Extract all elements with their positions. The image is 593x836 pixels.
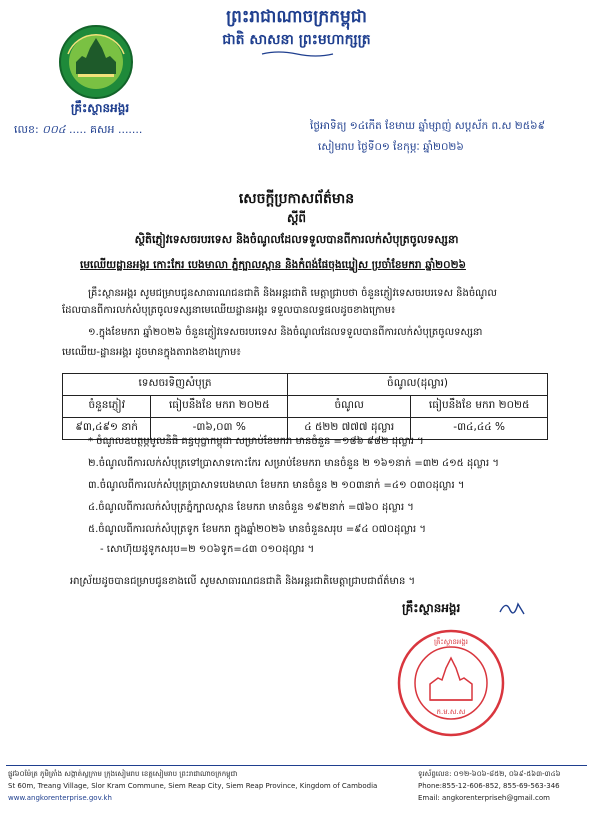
signature-icon (498, 598, 528, 618)
organization-name: គ្រឹះស្ថានអង្គរ (70, 101, 130, 115)
list-item-2: ២.ចំណូលពីការលក់សំបុត្រទៅប្រាសាទកោះកែរ សម្រាប់ខែមករា មានចំនួន ២ ១៦១នាក់ =៣២ ៤១៥ ដុល្លារ ។ (88, 458, 499, 469)
intro-line-1: គ្រឹះស្ថានអង្គរ សូមជម្រាបជូនសាធារណជនជាតិ និងអន្តរជាតិ មេត្តាជ្រាបថា ចំនួនភ្ញៀវទេសចរបរទេស និងចំណូល (88, 288, 497, 299)
list-item-fund: * ចំណូលឧបត្ថម្ភមូលនិធិ គន្ធបុប្ផាកម្ពុជា សម្រាប់ខែមករា មានចំនួន =១៨៦ ៩៨២ ដុល្លារ ។ (88, 436, 424, 447)
kingdom-heading: ព្រះរាជាណាចក្រកម្ពុជា (226, 7, 367, 27)
table-group-visitors: ទេសចរទិញសំបុត្រ (63, 374, 288, 396)
table-cell-revenue: ៤ ៥២២ ៧៧៧ ដុល្លារ (288, 418, 411, 440)
footer-phone-en: Phone:855-12-606-852, 855-69-563-346 (418, 782, 560, 790)
reference-number (14, 123, 142, 139)
list-item-3: ៣.ចំណូលពីការលក់សំបុត្រប្រាសាទបេងមាលា ខែមករា មានចំនួន ២ ១០៣នាក់ =៤១ ០៣០ដុល្លារ ។ (88, 480, 465, 491)
signer-name: គ្រឹះស្ថានអង្គរ (402, 601, 461, 615)
subject-line-2: មេឈើយដ្ឋានអង្គរ កោះកែរ បេងមាលា ភ្នំក្បាលស្ពាន និងកំពង់ផែចុងឃ្នៀស ប្រចាំខែមករា ឆ្នាំ២០២៦ (80, 259, 466, 271)
table-col-revenue: ចំណូល (288, 396, 411, 418)
angkor-enterprise-logo-icon (58, 24, 134, 100)
document-title: សេចក្តីប្រកាសព័ត៌មាន (238, 191, 355, 207)
official-stamp-icon (396, 628, 506, 738)
stamp-code: ក.ម.ស.ស (436, 708, 466, 716)
date-solar: សៀមរាប ថ្ងៃទី០១ ខែកុម្ភៈ ឆ្នាំ២០២៦ (318, 141, 464, 153)
footer-address-km: ផ្លូវ៦០ម៉ែត្រ ភូមិត្រាំង សង្កាត់ស្លក្រាម ក្រុងសៀមរាប ខេត្តសៀមរាប ព្រះរាជាណាចក្រកម្ពុជា (8, 770, 238, 778)
table-header-group-row (63, 374, 548, 396)
footer-address-en: St 60m, Treang Village, Slor Kram Commune, Siem Reap City, Siem Reap Province, Kingdom of Cambodia (8, 782, 378, 790)
table-col-revenue-compare: ធៀបនឹងខែ មករា ២០២៥ (411, 396, 548, 418)
list-item-5-sub: - សោហ៊ុយដូទូកសរុប=២ ១០៦ទូក=៤៣ ០១០ដុល្លារ ។ (100, 544, 315, 555)
table-col-visitors-compare: ធៀបនឹងខែ មករា ២០២៥ (151, 396, 288, 418)
table-col-visitors: ចំនួនភ្ញៀវ (63, 396, 151, 418)
subject-line-1: ស្ថិតិភ្ញៀវទេសចរបរទេស និងចំណូលដែលទទួលបានពីការលក់សំបុត្រចូលទស្សនា (134, 233, 459, 246)
footer-phone-km: ទូរស័ព្ទលេខ: ០១២-៦០៦-៨៥២, ០៦៩-៥៦៣-៣៤៦ (418, 770, 561, 778)
ref-label: លេខ: (14, 123, 39, 136)
motto-ornament-icon (260, 50, 335, 58)
ref-suffix: ..... គសអ ....... (69, 123, 143, 136)
footer-divider (6, 765, 587, 766)
national-motto: ជាតិ សាសនា ព្រះមហាក្សត្រ (222, 32, 371, 48)
footer-email-link[interactable]: Email: angkorenterpriseh@gmail.com (418, 794, 550, 802)
point-1-line-2: មេឈើយ-ដ្ឋានអង្គរ ដូចមានក្នុងតារាងខាងក្រោម៖ (62, 347, 241, 358)
statistics-table (62, 373, 548, 440)
ref-number-handwritten: ០០៤ (42, 123, 66, 136)
table-cell-revenue-compare: -៣៤,៤៤ % (411, 418, 548, 440)
list-item-5: ៥.ចំណូលពីការលក់សំបុត្រទូក ខែមករា ក្នុងឆ្នាំ២០២៦ មានចំនួនសរុប =៩៤ ០៧០ដុល្លារ ។ (88, 524, 426, 535)
table-group-revenue: ចំណូល(ដុល្លារ) (288, 374, 548, 396)
point-1-line-1: ១.ក្នុងខែមករា ឆ្នាំ២០២៦ ចំនួនភ្ញៀវទេសចរបរទេស និងចំណូលដែលទទួលបានពីការលក់សំបុត្រចូលទស្សនា (88, 327, 483, 338)
table-cell-visitors: ៩៣,៤៩១ នាក់ (63, 418, 151, 440)
stamp-org: គ្រឹះស្ថានអង្គរ (433, 638, 469, 646)
intro-line-2: ដែលបានពីការលក់សំបុត្រចូលទស្សនាមេឈើយដ្ឋានអង្គរ ទទួលបានលទ្ធផលដូចខាងក្រោម៖ (62, 305, 396, 316)
footer-website-link[interactable]: www.angkorenterprise.gov.kh (8, 794, 112, 802)
list-item-4: ៤.ចំណូលពីការលក់សំបុត្រភ្នំក្បាលស្ពាន ខែមករា មានចំនួន ១៩២នាក់ =៧៦០ ដុល្លារ ។ (88, 502, 414, 513)
table-header-row (63, 396, 548, 418)
table-cell-visitors-compare: -៣៦,០៣ % (151, 418, 288, 440)
date-lunar: ថ្ងៃអាទិត្យ ១៤កើត ខែមាឃ ឆ្នាំម្សាញ់ សប្តស័ក ព.ស ២៥៦៩ (310, 120, 546, 132)
subject-label: ស្តីពី (286, 211, 307, 225)
closing-statement: អាស្រ័យដូចបានជម្រាបជូនខាងលើ សូមសាធារណជនជាតិ និងអន្តរជាតិមេត្តាជ្រាបជាព័ត៌មាន ។ (70, 576, 416, 587)
